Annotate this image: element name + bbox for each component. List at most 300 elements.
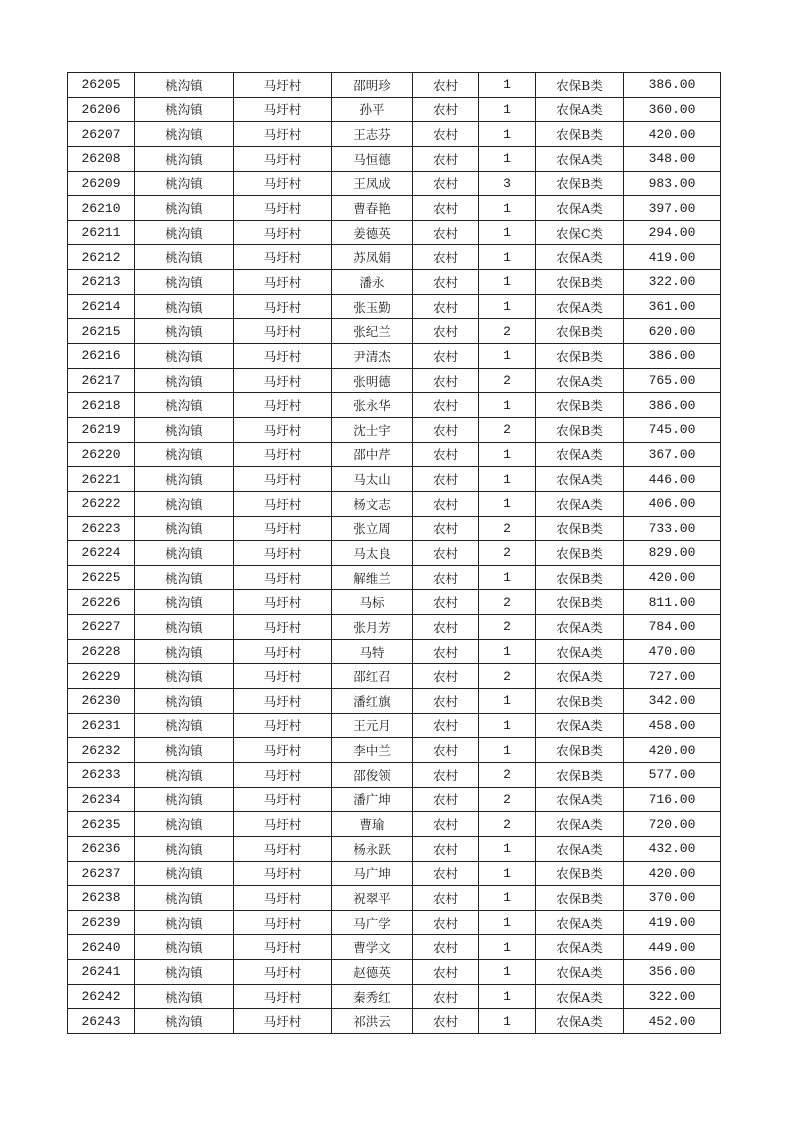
name-cell: 马太良 — [332, 541, 413, 566]
amount-cell: 829.00 — [624, 541, 721, 566]
name-cell: 孙平 — [332, 97, 413, 122]
table-row — [68, 319, 721, 344]
record-id-cell: 26228 — [68, 639, 135, 664]
table-row — [68, 368, 721, 393]
table-row — [68, 812, 721, 837]
town-cell: 桃沟镇 — [135, 270, 234, 295]
record-id-cell: 26205 — [68, 73, 135, 98]
household-type-cell: 农村 — [413, 910, 479, 935]
record-id-cell: 26238 — [68, 886, 135, 911]
amount-cell: 397.00 — [624, 196, 721, 221]
name-cell: 李中兰 — [332, 738, 413, 763]
town-cell: 桃沟镇 — [135, 615, 234, 640]
household-type-cell: 农村 — [413, 935, 479, 960]
person-count-cell: 1 — [479, 861, 536, 886]
insurance-category-cell: 农保A类 — [536, 146, 624, 171]
town-cell: 桃沟镇 — [135, 984, 234, 1009]
name-cell: 马广学 — [332, 910, 413, 935]
town-cell: 桃沟镇 — [135, 590, 234, 615]
village-cell: 马圩村 — [234, 97, 332, 122]
village-cell: 马圩村 — [234, 812, 332, 837]
insurance-category-cell: 农保B类 — [536, 516, 624, 541]
household-type-cell: 农村 — [413, 960, 479, 985]
record-id-cell: 26237 — [68, 861, 135, 886]
household-type-cell: 农村 — [413, 689, 479, 714]
household-type-cell: 农村 — [413, 146, 479, 171]
table-row — [68, 344, 721, 369]
table-row — [68, 590, 721, 615]
table-row — [68, 442, 721, 467]
town-cell: 桃沟镇 — [135, 73, 234, 98]
insurance-category-cell: 农保A类 — [536, 910, 624, 935]
town-cell: 桃沟镇 — [135, 886, 234, 911]
insurance-category-cell: 农保A类 — [536, 984, 624, 1009]
record-id-cell: 26206 — [68, 97, 135, 122]
town-cell: 桃沟镇 — [135, 220, 234, 245]
table-row — [68, 73, 721, 98]
name-cell: 尹清杰 — [332, 344, 413, 369]
person-count-cell: 1 — [479, 442, 536, 467]
name-cell: 王志芬 — [332, 122, 413, 147]
table-row — [68, 886, 721, 911]
insurance-category-cell: 农保A类 — [536, 368, 624, 393]
amount-cell: 361.00 — [624, 294, 721, 319]
name-cell: 张纪兰 — [332, 319, 413, 344]
person-count-cell: 2 — [479, 615, 536, 640]
record-id-cell: 26241 — [68, 960, 135, 985]
village-cell: 马圩村 — [234, 146, 332, 171]
village-cell: 马圩村 — [234, 738, 332, 763]
table-row — [68, 664, 721, 689]
person-count-cell: 1 — [479, 270, 536, 295]
record-id-cell: 26219 — [68, 417, 135, 442]
village-cell: 马圩村 — [234, 861, 332, 886]
amount-cell: 420.00 — [624, 565, 721, 590]
village-cell: 马圩村 — [234, 935, 332, 960]
name-cell: 王凤成 — [332, 171, 413, 196]
name-cell: 曹学文 — [332, 935, 413, 960]
village-cell: 马圩村 — [234, 639, 332, 664]
record-id-cell: 26207 — [68, 122, 135, 147]
town-cell: 桃沟镇 — [135, 491, 234, 516]
amount-cell: 765.00 — [624, 368, 721, 393]
person-count-cell: 3 — [479, 171, 536, 196]
household-type-cell: 农村 — [413, 122, 479, 147]
person-count-cell: 2 — [479, 368, 536, 393]
town-cell: 桃沟镇 — [135, 664, 234, 689]
record-id-cell: 26242 — [68, 984, 135, 1009]
record-id-cell: 26216 — [68, 344, 135, 369]
household-type-cell: 农村 — [413, 984, 479, 1009]
name-cell: 秦秀红 — [332, 984, 413, 1009]
record-id-cell: 26240 — [68, 935, 135, 960]
table-row — [68, 762, 721, 787]
table-row — [68, 910, 721, 935]
insurance-category-cell: 农保B类 — [536, 689, 624, 714]
insurance-category-cell: 农保B类 — [536, 122, 624, 147]
person-count-cell: 1 — [479, 984, 536, 1009]
household-type-cell: 农村 — [413, 270, 479, 295]
amount-cell: 294.00 — [624, 220, 721, 245]
village-cell: 马圩村 — [234, 516, 332, 541]
household-type-cell: 农村 — [413, 1009, 479, 1034]
town-cell: 桃沟镇 — [135, 393, 234, 418]
person-count-cell: 1 — [479, 1009, 536, 1034]
town-cell: 桃沟镇 — [135, 639, 234, 664]
record-id-cell: 26215 — [68, 319, 135, 344]
household-type-cell: 农村 — [413, 639, 479, 664]
household-type-cell: 农村 — [413, 73, 479, 98]
town-cell: 桃沟镇 — [135, 344, 234, 369]
person-count-cell: 2 — [479, 417, 536, 442]
village-cell: 马圩村 — [234, 541, 332, 566]
table-row — [68, 984, 721, 1009]
household-type-cell: 农村 — [413, 812, 479, 837]
name-cell: 沈士宇 — [332, 417, 413, 442]
amount-cell: 367.00 — [624, 442, 721, 467]
insurance-category-cell: 农保A类 — [536, 960, 624, 985]
insurance-category-cell: 农保A类 — [536, 97, 624, 122]
amount-cell: 733.00 — [624, 516, 721, 541]
insurance-category-cell: 农保A类 — [536, 467, 624, 492]
amount-cell: 620.00 — [624, 319, 721, 344]
village-cell: 马圩村 — [234, 393, 332, 418]
household-type-cell: 农村 — [413, 368, 479, 393]
person-count-cell: 1 — [479, 491, 536, 516]
table-body — [68, 73, 721, 1034]
name-cell: 曹春艳 — [332, 196, 413, 221]
insurance-category-cell: 农保A类 — [536, 294, 624, 319]
table-row — [68, 713, 721, 738]
town-cell: 桃沟镇 — [135, 541, 234, 566]
table-row — [68, 467, 721, 492]
insurance-category-cell: 农保A类 — [536, 787, 624, 812]
record-id-cell: 26218 — [68, 393, 135, 418]
name-cell: 潘红旗 — [332, 689, 413, 714]
name-cell: 张月芳 — [332, 615, 413, 640]
person-count-cell: 2 — [479, 787, 536, 812]
amount-cell: 449.00 — [624, 935, 721, 960]
name-cell: 马特 — [332, 639, 413, 664]
name-cell: 苏凤娟 — [332, 245, 413, 270]
insurance-category-cell: 农保A类 — [536, 615, 624, 640]
name-cell: 邵红召 — [332, 664, 413, 689]
table-row — [68, 294, 721, 319]
town-cell: 桃沟镇 — [135, 836, 234, 861]
person-count-cell: 1 — [479, 344, 536, 369]
insurance-category-cell: 农保A类 — [536, 639, 624, 664]
name-cell: 赵德英 — [332, 960, 413, 985]
person-count-cell: 2 — [479, 541, 536, 566]
household-type-cell: 农村 — [413, 541, 479, 566]
person-count-cell: 1 — [479, 467, 536, 492]
household-type-cell: 农村 — [413, 245, 479, 270]
amount-cell: 386.00 — [624, 393, 721, 418]
insurance-category-cell: 农保B类 — [536, 590, 624, 615]
table-row — [68, 171, 721, 196]
insurance-category-cell: 农保A类 — [536, 713, 624, 738]
insurance-category-cell: 农保A类 — [536, 491, 624, 516]
insurance-category-cell: 农保B类 — [536, 393, 624, 418]
town-cell: 桃沟镇 — [135, 245, 234, 270]
household-type-cell: 农村 — [413, 294, 479, 319]
person-count-cell: 1 — [479, 689, 536, 714]
name-cell: 解维兰 — [332, 565, 413, 590]
record-id-cell: 26232 — [68, 738, 135, 763]
insurance-category-cell: 农保B类 — [536, 565, 624, 590]
name-cell: 张永华 — [332, 393, 413, 418]
village-cell: 马圩村 — [234, 319, 332, 344]
household-type-cell: 农村 — [413, 861, 479, 886]
village-cell: 马圩村 — [234, 294, 332, 319]
person-count-cell: 1 — [479, 836, 536, 861]
village-cell: 马圩村 — [234, 762, 332, 787]
amount-cell: 811.00 — [624, 590, 721, 615]
amount-cell: 386.00 — [624, 344, 721, 369]
amount-cell: 420.00 — [624, 738, 721, 763]
name-cell: 曹瑜 — [332, 812, 413, 837]
record-id-cell: 26211 — [68, 220, 135, 245]
amount-cell: 406.00 — [624, 491, 721, 516]
town-cell: 桃沟镇 — [135, 689, 234, 714]
village-cell: 马圩村 — [234, 664, 332, 689]
table-row — [68, 836, 721, 861]
person-count-cell: 1 — [479, 738, 536, 763]
name-cell: 杨永跃 — [332, 836, 413, 861]
household-type-cell: 农村 — [413, 836, 479, 861]
table-row — [68, 861, 721, 886]
record-id-cell: 26223 — [68, 516, 135, 541]
village-cell: 马圩村 — [234, 73, 332, 98]
household-type-cell: 农村 — [413, 171, 479, 196]
village-cell: 马圩村 — [234, 417, 332, 442]
name-cell: 王元月 — [332, 713, 413, 738]
village-cell: 马圩村 — [234, 245, 332, 270]
name-cell: 邵明珍 — [332, 73, 413, 98]
household-type-cell: 农村 — [413, 886, 479, 911]
record-id-cell: 26221 — [68, 467, 135, 492]
village-cell: 马圩村 — [234, 196, 332, 221]
town-cell: 桃沟镇 — [135, 1009, 234, 1034]
town-cell: 桃沟镇 — [135, 762, 234, 787]
person-count-cell: 1 — [479, 935, 536, 960]
table-row — [68, 1009, 721, 1034]
household-type-cell: 农村 — [413, 491, 479, 516]
record-id-cell: 26208 — [68, 146, 135, 171]
name-cell: 潘永 — [332, 270, 413, 295]
amount-cell: 420.00 — [624, 861, 721, 886]
town-cell: 桃沟镇 — [135, 97, 234, 122]
person-count-cell: 1 — [479, 294, 536, 319]
household-type-cell: 农村 — [413, 590, 479, 615]
amount-cell: 432.00 — [624, 836, 721, 861]
person-count-cell: 2 — [479, 664, 536, 689]
insurance-category-cell: 农保B类 — [536, 73, 624, 98]
person-count-cell: 2 — [479, 762, 536, 787]
name-cell: 杨文志 — [332, 491, 413, 516]
insurance-category-cell: 农保B类 — [536, 861, 624, 886]
insurance-category-cell: 农保C类 — [536, 220, 624, 245]
name-cell: 邵俊领 — [332, 762, 413, 787]
insurance-category-cell: 农保A类 — [536, 442, 624, 467]
household-type-cell: 农村 — [413, 417, 479, 442]
amount-cell: 342.00 — [624, 689, 721, 714]
record-id-cell: 26230 — [68, 689, 135, 714]
amount-cell: 386.00 — [624, 73, 721, 98]
person-count-cell: 1 — [479, 196, 536, 221]
amount-cell: 716.00 — [624, 787, 721, 812]
town-cell: 桃沟镇 — [135, 565, 234, 590]
village-cell: 马圩村 — [234, 122, 332, 147]
person-count-cell: 1 — [479, 393, 536, 418]
insurance-category-cell: 农保B类 — [536, 319, 624, 344]
name-cell: 姜德英 — [332, 220, 413, 245]
village-cell: 马圩村 — [234, 689, 332, 714]
amount-cell: 356.00 — [624, 960, 721, 985]
name-cell: 潘广坤 — [332, 787, 413, 812]
village-cell: 马圩村 — [234, 910, 332, 935]
town-cell: 桃沟镇 — [135, 442, 234, 467]
town-cell: 桃沟镇 — [135, 122, 234, 147]
person-count-cell: 2 — [479, 812, 536, 837]
town-cell: 桃沟镇 — [135, 910, 234, 935]
person-count-cell: 1 — [479, 713, 536, 738]
record-id-cell: 26229 — [68, 664, 135, 689]
person-count-cell: 1 — [479, 886, 536, 911]
household-type-cell: 农村 — [413, 196, 479, 221]
record-id-cell: 26209 — [68, 171, 135, 196]
town-cell: 桃沟镇 — [135, 861, 234, 886]
amount-cell: 420.00 — [624, 122, 721, 147]
amount-cell: 727.00 — [624, 664, 721, 689]
record-id-cell: 26233 — [68, 762, 135, 787]
insurance-category-cell: 农保B类 — [536, 738, 624, 763]
village-cell: 马圩村 — [234, 565, 332, 590]
amount-cell: 322.00 — [624, 270, 721, 295]
table-row — [68, 417, 721, 442]
record-id-cell: 26236 — [68, 836, 135, 861]
table-row — [68, 146, 721, 171]
name-cell: 祝翠平 — [332, 886, 413, 911]
village-cell: 马圩村 — [234, 171, 332, 196]
table-row — [68, 935, 721, 960]
record-id-cell: 26224 — [68, 541, 135, 566]
town-cell: 桃沟镇 — [135, 368, 234, 393]
record-id-cell: 26213 — [68, 270, 135, 295]
insurance-category-cell: 农保B类 — [536, 270, 624, 295]
record-id-cell: 26227 — [68, 615, 135, 640]
name-cell: 马太山 — [332, 467, 413, 492]
village-cell: 马圩村 — [234, 836, 332, 861]
insurance-category-cell: 农保B类 — [536, 541, 624, 566]
amount-cell: 452.00 — [624, 1009, 721, 1034]
table-row — [68, 689, 721, 714]
table-row — [68, 565, 721, 590]
amount-cell: 360.00 — [624, 97, 721, 122]
table-row — [68, 270, 721, 295]
amount-cell: 720.00 — [624, 812, 721, 837]
name-cell: 张明德 — [332, 368, 413, 393]
person-count-cell: 1 — [479, 73, 536, 98]
town-cell: 桃沟镇 — [135, 171, 234, 196]
insurance-category-cell: 农保B类 — [536, 762, 624, 787]
record-id-cell: 26239 — [68, 910, 135, 935]
person-count-cell: 2 — [479, 516, 536, 541]
person-count-cell: 1 — [479, 97, 536, 122]
amount-cell: 470.00 — [624, 639, 721, 664]
household-type-cell: 农村 — [413, 787, 479, 812]
town-cell: 桃沟镇 — [135, 146, 234, 171]
insurance-category-cell: 农保B类 — [536, 886, 624, 911]
table-row — [68, 245, 721, 270]
amount-cell: 983.00 — [624, 171, 721, 196]
village-cell: 马圩村 — [234, 491, 332, 516]
town-cell: 桃沟镇 — [135, 417, 234, 442]
insurance-category-cell: 农保A类 — [536, 245, 624, 270]
table-row — [68, 196, 721, 221]
household-type-cell: 农村 — [413, 344, 479, 369]
household-type-cell: 农村 — [413, 220, 479, 245]
insurance-category-cell: 农保B类 — [536, 171, 624, 196]
town-cell: 桃沟镇 — [135, 787, 234, 812]
record-id-cell: 26222 — [68, 491, 135, 516]
amount-cell: 419.00 — [624, 910, 721, 935]
household-type-cell: 农村 — [413, 97, 479, 122]
village-cell: 马圩村 — [234, 960, 332, 985]
table-row — [68, 491, 721, 516]
insurance-category-cell: 农保A类 — [536, 664, 624, 689]
village-cell: 马圩村 — [234, 787, 332, 812]
person-count-cell: 1 — [479, 146, 536, 171]
person-count-cell: 1 — [479, 245, 536, 270]
household-type-cell: 农村 — [413, 762, 479, 787]
village-cell: 马圩村 — [234, 713, 332, 738]
benefit-roster-table — [67, 72, 721, 1034]
table-row — [68, 787, 721, 812]
insurance-category-cell: 农保B类 — [536, 417, 624, 442]
insurance-category-cell: 农保B类 — [536, 344, 624, 369]
record-id-cell: 26243 — [68, 1009, 135, 1034]
person-count-cell: 1 — [479, 960, 536, 985]
record-id-cell: 26235 — [68, 812, 135, 837]
household-type-cell: 农村 — [413, 738, 479, 763]
household-type-cell: 农村 — [413, 713, 479, 738]
amount-cell: 577.00 — [624, 762, 721, 787]
person-count-cell: 1 — [479, 639, 536, 664]
table-row — [68, 393, 721, 418]
person-count-cell: 1 — [479, 565, 536, 590]
record-id-cell: 26210 — [68, 196, 135, 221]
amount-cell: 370.00 — [624, 886, 721, 911]
table-row — [68, 122, 721, 147]
town-cell: 桃沟镇 — [135, 196, 234, 221]
village-cell: 马圩村 — [234, 368, 332, 393]
record-id-cell: 26226 — [68, 590, 135, 615]
town-cell: 桃沟镇 — [135, 516, 234, 541]
table-row — [68, 220, 721, 245]
village-cell: 马圩村 — [234, 467, 332, 492]
town-cell: 桃沟镇 — [135, 738, 234, 763]
amount-cell: 446.00 — [624, 467, 721, 492]
village-cell: 马圩村 — [234, 442, 332, 467]
person-count-cell: 1 — [479, 122, 536, 147]
amount-cell: 784.00 — [624, 615, 721, 640]
name-cell: 邵中芹 — [332, 442, 413, 467]
household-type-cell: 农村 — [413, 664, 479, 689]
name-cell: 祁洪云 — [332, 1009, 413, 1034]
table-row — [68, 615, 721, 640]
village-cell: 马圩村 — [234, 886, 332, 911]
